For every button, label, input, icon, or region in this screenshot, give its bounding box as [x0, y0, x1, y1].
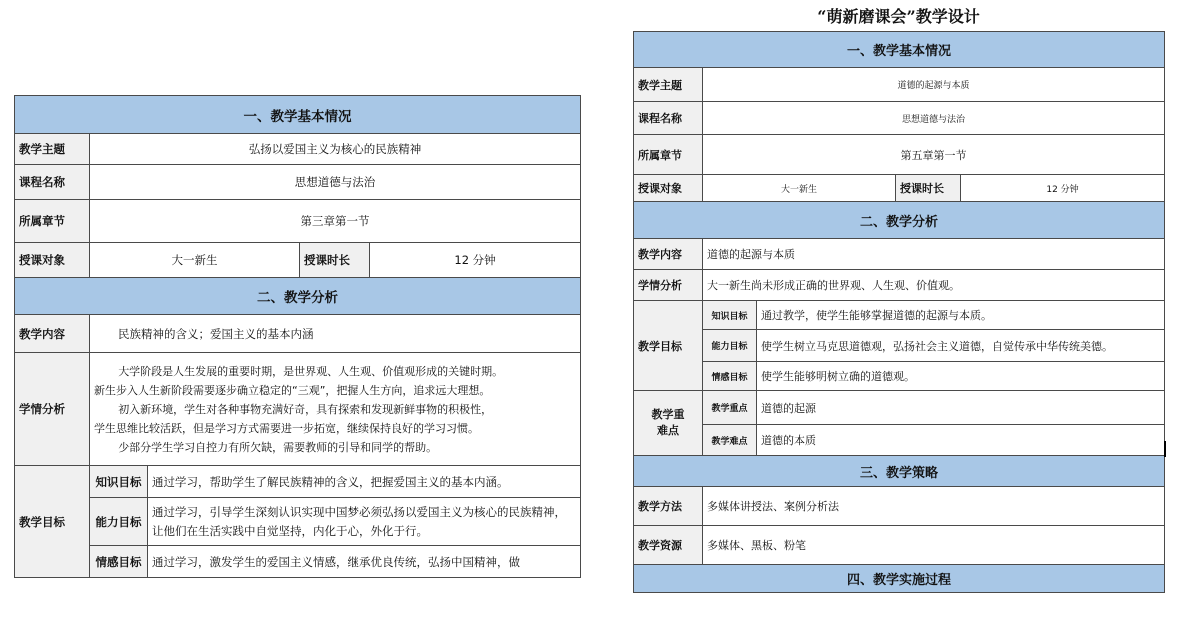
- left-lesson-table: [14, 95, 581, 578]
- knowledge-goal-label: 知识目标: [703, 301, 757, 330]
- audience-label: 授课对象: [634, 175, 703, 202]
- emotion-goal-value: 通过学习，激发学生的爱国主义情感，继承优良传统，弘扬中国精神，做: [148, 546, 581, 578]
- analysis-line-5: 少部分学生学习自控力有所欠缺，需要教师的引导和同学的帮助。: [118, 440, 438, 454]
- section-strategy: 三、教学策略: [634, 456, 1165, 487]
- topic-value: 道德的起源与本质: [703, 68, 1165, 102]
- analysis-line-1: 大学阶段是人生发展的重要时期，是世界观、人生观、价值观形成的关键时期。: [118, 364, 504, 378]
- content-label: 教学内容: [634, 239, 703, 270]
- duration-label: 授课时长: [896, 175, 961, 202]
- text-cursor-mark: [1164, 441, 1166, 457]
- keypoints-label: 教学重难点: [634, 391, 703, 456]
- section-implementation: 四、教学实施过程: [634, 565, 1165, 593]
- topic-label: 教学主题: [15, 134, 90, 165]
- analysis-label: 学情分析: [634, 270, 703, 301]
- course-label: 课程名称: [15, 165, 90, 200]
- course-value: 思想道德与法治: [90, 165, 581, 200]
- topic-value: 弘扬以爱国主义为核心的民族精神: [90, 134, 581, 165]
- analysis-line-3: 初入新环境，学生对各种事物充满好奇，具有探索和发现新鲜事物的积极性，: [118, 402, 493, 416]
- analysis-value: [90, 353, 581, 466]
- section-analysis: 二、教学分析: [15, 278, 581, 315]
- ability-goal-value: 使学生树立马克思道德观，弘扬社会主义道德，自觉传承中华传统美德。: [757, 330, 1165, 362]
- topic-label: 教学主题: [634, 68, 703, 102]
- course-value: 思想道德与法治: [703, 102, 1165, 135]
- emotion-goal-label: 情感目标: [703, 362, 757, 391]
- audience-label: 授课对象: [15, 243, 90, 278]
- content-value: 民族精神的含义；爱国主义的基本内涵: [90, 315, 581, 353]
- analysis-line-4: 学生思维比较活跃，但是学习方式需要进一步拓宽，继续保持良好的学习习惯。: [94, 421, 479, 435]
- analysis-value: 大一新生尚未形成正确的世界观、人生观、价值观。: [703, 270, 1165, 301]
- duration-label: 授课时长: [300, 243, 370, 278]
- ability-goal-value: 通过学习，引导学生深刻认识实现中国梦必须弘扬以爱国主义为核心的民族精神，让他们在生活实践中自觉坚持，内化于心，外化于行。: [148, 498, 581, 546]
- audience-value: 大一新生: [703, 175, 896, 202]
- method-value: 多媒体讲授法、案例分析法: [703, 487, 1165, 526]
- ability-goal-label: 能力目标: [90, 498, 148, 546]
- emotion-goal-value: 使学生能够明树立确的道德观。: [757, 362, 1165, 391]
- knowledge-goal-value: 通过学习，帮助学生了解民族精神的含义，把握爱国主义的基本内涵。: [148, 466, 581, 498]
- key-point-label: 教学重点: [703, 391, 757, 425]
- chapter-label: 所属章节: [634, 135, 703, 175]
- chapter-label: 所属章节: [15, 200, 90, 243]
- content-label: 教学内容: [15, 315, 90, 353]
- emotion-goal-label: 情感目标: [90, 546, 148, 578]
- resource-label: 教学资源: [634, 526, 703, 565]
- goals-label: 教学目标: [634, 301, 703, 391]
- knowledge-goal-value: 通过教学，使学生能够掌握道德的起源与本质。: [757, 301, 1165, 330]
- right-lesson-table: [633, 31, 1165, 593]
- section-basic-info: 一、教学基本情况: [634, 32, 1165, 68]
- difficulty-value: 道德的本质: [757, 425, 1165, 456]
- section-analysis: 二、教学分析: [634, 202, 1165, 239]
- key-point-value: 道德的起源: [757, 391, 1165, 425]
- chapter-value: 第三章第一节: [90, 200, 581, 243]
- duration-value: 12 分钟: [961, 175, 1165, 202]
- course-label: 课程名称: [634, 102, 703, 135]
- analysis-line-2: 新生步入人生新阶段需要逐步确立稳定的“三观”，把握人生方向，追求远大理想。: [94, 383, 491, 397]
- document-title: “萌新磨课会”教学设计: [817, 7, 980, 26]
- duration-value: 12 分钟: [370, 243, 581, 278]
- method-label: 教学方法: [634, 487, 703, 526]
- section-basic-info: 一、教学基本情况: [15, 96, 581, 134]
- audience-value: 大一新生: [90, 243, 300, 278]
- ability-goal-label: 能力目标: [703, 330, 757, 362]
- knowledge-goal-label: 知识目标: [90, 466, 148, 498]
- content-value: 道德的起源与本质: [703, 239, 1165, 270]
- chapter-value: 第五章第一节: [703, 135, 1165, 175]
- goals-label: 教学目标: [15, 466, 90, 578]
- difficulty-label: 教学难点: [703, 425, 757, 456]
- resource-value: 多媒体、黑板、粉笔: [703, 526, 1165, 565]
- analysis-label: 学情分析: [15, 353, 90, 466]
